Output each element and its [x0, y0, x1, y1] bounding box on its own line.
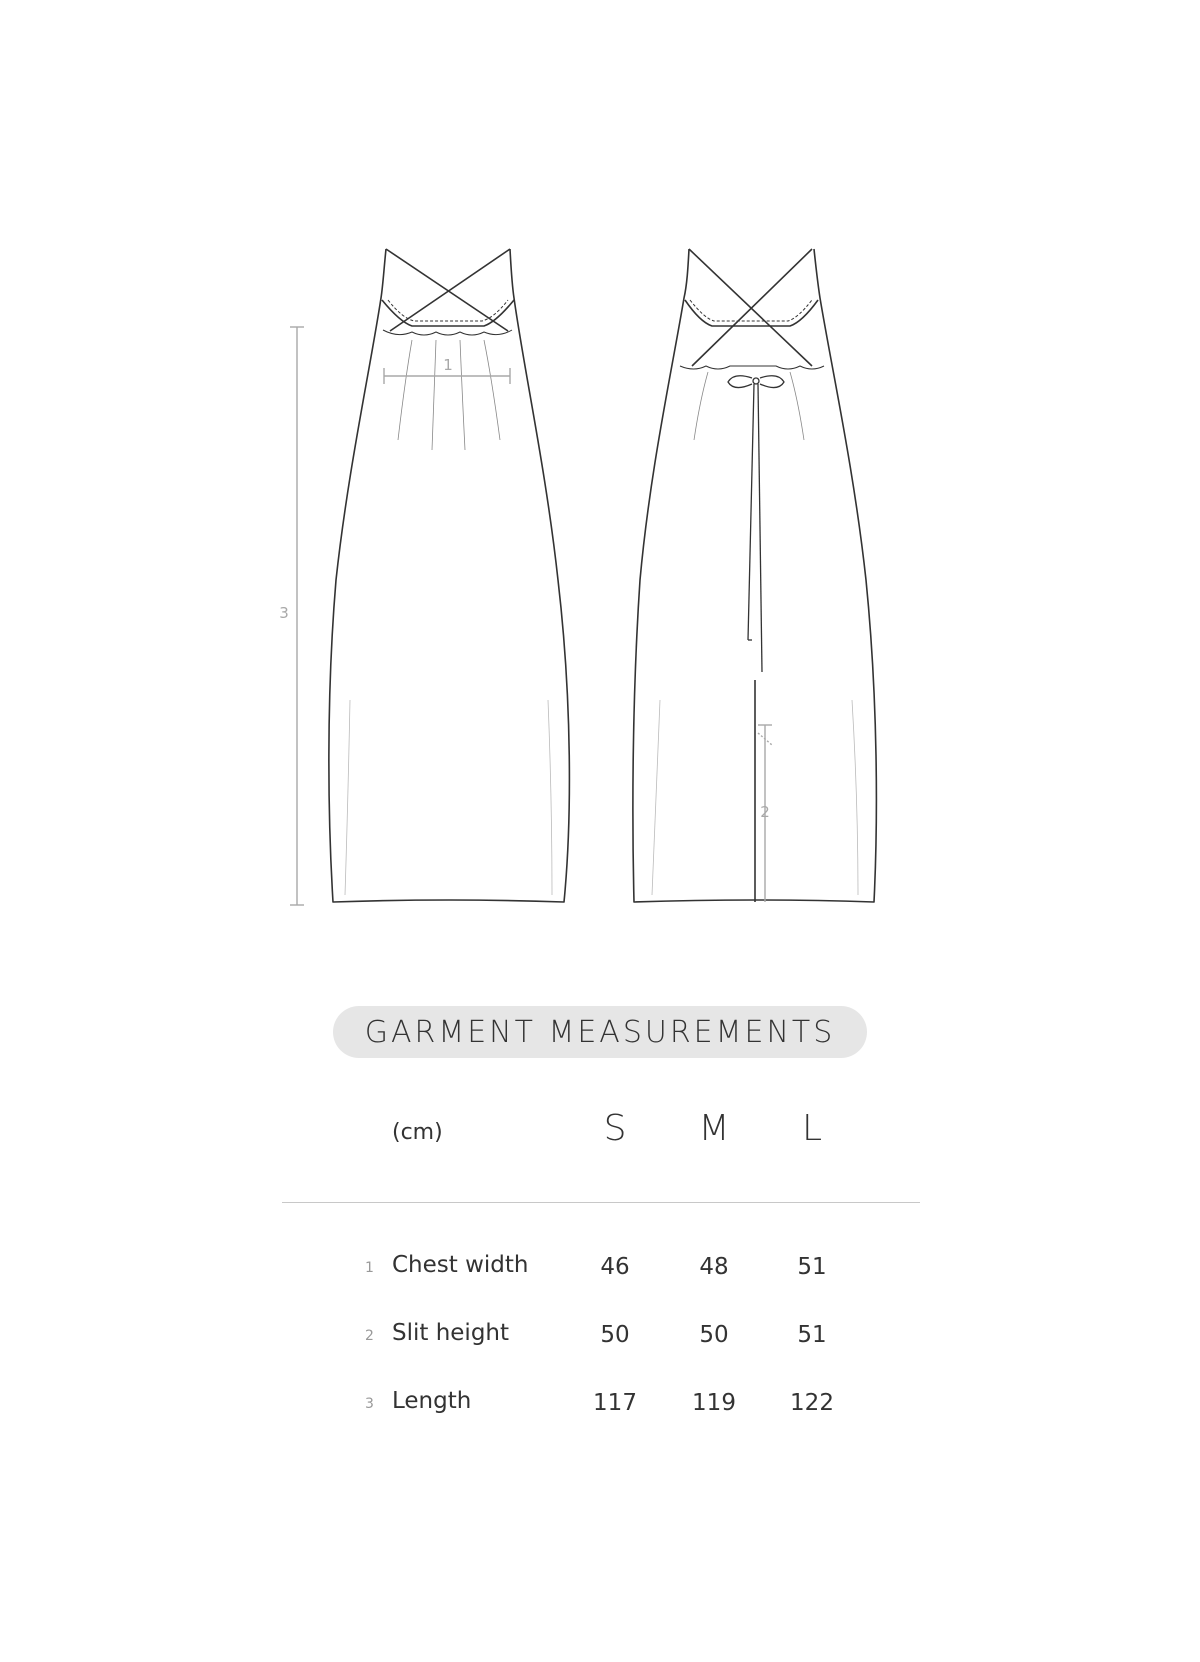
- table-row: [0, 1386, 1200, 1426]
- row-value-l: 51: [797, 1322, 827, 1348]
- row-label: Slit height: [392, 1320, 510, 1346]
- row-value-s: 46: [600, 1254, 630, 1280]
- size-header-s: S: [603, 1108, 627, 1149]
- back-view-dress: [633, 249, 877, 902]
- front-body-outline: [329, 249, 570, 902]
- size-header-m: M: [698, 1108, 730, 1149]
- header-divider: [282, 1202, 920, 1203]
- row-number: 3: [365, 1396, 374, 1412]
- length-callout: 3: [279, 604, 289, 622]
- row-value-l: 51: [797, 1254, 827, 1280]
- row-value-m: 48: [699, 1254, 729, 1280]
- table-row: [0, 1250, 1200, 1290]
- row-label: Length: [392, 1388, 472, 1414]
- measurements-title: GARMENT MEASUREMENTS: [364, 1014, 836, 1050]
- measurements-title-pill: [333, 1006, 867, 1058]
- row-number: 1: [365, 1260, 374, 1276]
- front-view-dress: [329, 249, 570, 902]
- row-value-s: 50: [600, 1322, 630, 1348]
- length-dimension: [290, 327, 304, 905]
- front-drape-folds: [345, 340, 552, 895]
- unit-label: (cm): [392, 1120, 443, 1145]
- row-value-m: 119: [692, 1390, 736, 1416]
- front-gather-line: [383, 330, 512, 335]
- front-neck-trim: [388, 300, 508, 321]
- back-bow-tie: [728, 376, 784, 672]
- row-value-s: 117: [593, 1390, 637, 1416]
- slit-height-callout: 2: [760, 803, 770, 821]
- chest-width-callout: 1: [443, 356, 453, 374]
- row-value-l: 122: [790, 1390, 834, 1416]
- row-value-m: 50: [699, 1322, 729, 1348]
- row-label: Chest width: [392, 1252, 529, 1278]
- back-neckline: [685, 300, 818, 326]
- table-row: [0, 1318, 1200, 1358]
- size-header-l: L: [801, 1108, 823, 1149]
- row-number: 2: [365, 1328, 374, 1344]
- back-waist-gather: [680, 366, 824, 369]
- back-neck-trim: [690, 300, 812, 321]
- front-strap-left: [386, 249, 508, 331]
